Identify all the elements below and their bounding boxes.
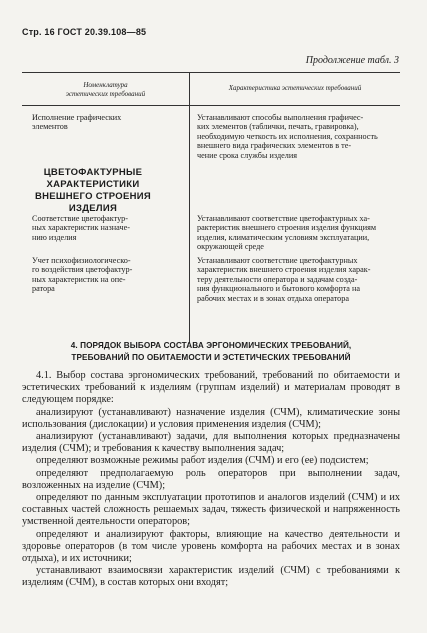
- table-cell-description: Устанавливают соответствие цветофактурных характеристик внешнего строения изделия харак- теру деятельности оператора и задачам созда- ния функционального и бытового комфорта на рабочих местах и в зонах отдыха оператора: [197, 256, 371, 303]
- table-column-divider: [189, 104, 190, 342]
- table-cell-name: Соответствие цветофактур- ных характеристик назначе- нию изделия: [32, 214, 130, 242]
- table-body: [22, 104, 400, 342]
- column-header-nomenclature: Номенклатура эстетических требований: [65, 81, 146, 98]
- paragraph: анализируют (устанавливают) задачи, для выполнения которых предназначены изделия (СЧМ); и требования к качеству выполнения задач;: [22, 431, 400, 455]
- table-section-title: ЦВЕТОФАКТУРНЫЕ ХАРАКТЕРИСТИКИ ВНЕШНЕГО СТРОЕНИЯ ИЗДЕЛИЯ: [34, 167, 152, 214]
- paragraph: анализируют (устанавливают) назначение изделия (СЧМ), климатические зоны использования (дислокации) и условия применения изделия (СЧМ);: [22, 406, 400, 430]
- paragraph: определяют и анализируют факторы, влияющие на качество деятельности и здоровье операторов (в том числе уровень комфорта на рабочих местах и в зонах отдыха), и их источники;: [22, 528, 400, 565]
- paragraph: определяют предполагаемую роль операторов при выполнении задач, возложенных на изделие (СЧМ);: [22, 467, 400, 491]
- paragraph: определяют по данным эксплуатации прототипов и аналогов изделий (СЧМ) и их составных частей сложность решаемых задач, тяжесть физической и напряженность умственной деятельности операторов;: [22, 492, 400, 528]
- paragraph: устанавливают взаимосвязи характеристик изделий (СЧМ) с требованиями к изделиям (СЧМ), в состав которых они входят;: [22, 565, 400, 589]
- section-heading: 4. ПОРЯДОК ВЫБОРА СОСТАВА ЭРГОНОМИЧЕСКИХ ТРЕБОВАНИЙ, ТРЕБОВАНИЙ ПО ОБИТАЕМОСТИ И ЭСТЕТИЧЕСКИХ ТРЕБОВАНИЙ: [70, 341, 352, 362]
- paragraph: определяют возможные режимы работ изделия (СЧМ) и его (ее) подсистем;: [36, 455, 369, 467]
- table-cell-name: Учет психофизиологическо- го воздействия цветофактур- ных характеристик на опе- ратора: [32, 256, 133, 294]
- table-header: [22, 72, 400, 106]
- body-text: [22, 370, 400, 590]
- table-continuation-label: Продолжение табл. 3: [305, 55, 399, 66]
- column-header-characteristics: Характеристика эстетических требований: [228, 84, 362, 92]
- page-header: Стр. 16 ГОСТ 20.39.108—85: [22, 27, 147, 37]
- table-cell-name: Исполнение графических элементов: [32, 113, 122, 132]
- table-cell-description: Устанавливают способы выполнения графичес- ких элементов (таблички, печать, гравировка), необходимую четкость их исполнения, сохранность внешнего вида графических элементов в те- чение срока службы изделия: [197, 113, 378, 160]
- paragraph: 4.1. Выбор состава эргономических требований, требований по обитаемости и эстетических требований к изделиям (группам изделий) и материалам проводят в следующем порядке:: [22, 370, 400, 406]
- table-cell-description: Устанавливают соответствие цветофактурных ха- рактеристик внешнего строения изделия функциям изделия, климатическим условиям эксплуатации, окружающей среде: [197, 214, 377, 252]
